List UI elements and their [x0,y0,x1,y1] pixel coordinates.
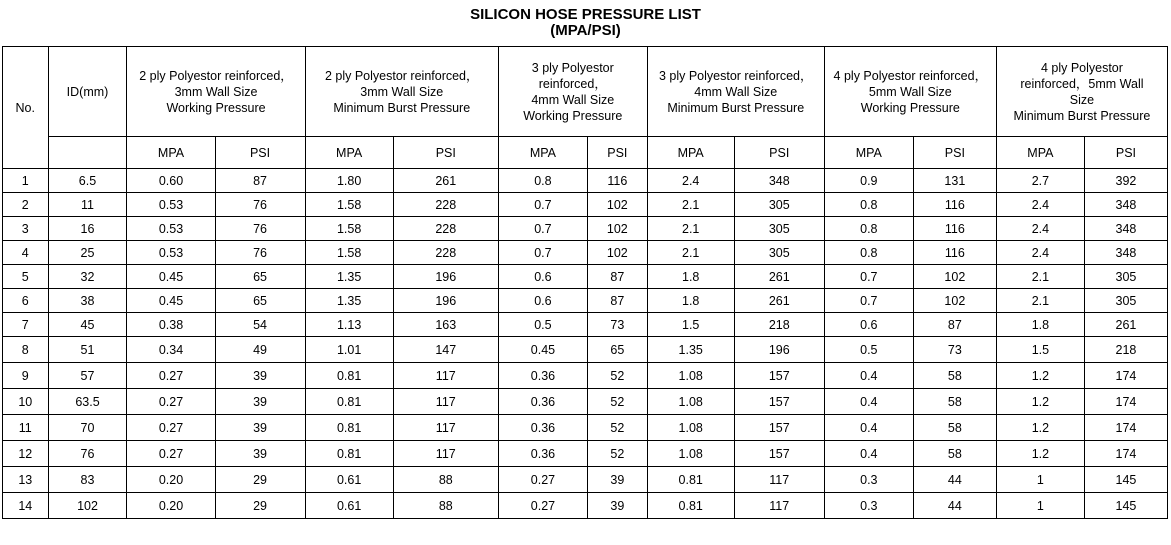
pressure-table [2,46,1168,519]
value-cell: 1.08 [647,363,734,389]
value-cell: 88 [393,493,498,519]
value-cell: 65 [215,289,305,313]
value-cell: 1.80 [305,169,393,193]
table-row [3,441,1168,467]
value-cell: 0.5 [824,337,913,363]
value-cell: 39 [215,363,305,389]
header-unit: MPA [647,137,734,169]
value-cell: 1.35 [305,265,393,289]
value-cell: 0.7 [498,241,587,265]
value-cell: 116 [913,241,996,265]
row-number-cell: 3 [3,217,49,241]
value-cell: 117 [393,415,498,441]
value-cell: 65 [215,265,305,289]
header-id: ID(mm) [48,47,127,137]
value-cell: 0.27 [498,493,587,519]
header-unit: MPA [996,137,1084,169]
value-cell: 305 [734,241,824,265]
value-cell: 29 [215,467,305,493]
value-cell: 0.4 [824,415,913,441]
value-cell: 1.35 [305,289,393,313]
header-unit: PSI [913,137,996,169]
value-cell: 228 [393,241,498,265]
id-cell: 63.5 [48,389,127,415]
id-cell: 25 [48,241,127,265]
value-cell: 0.8 [824,217,913,241]
value-cell: 102 [913,289,996,313]
header-no: No. [3,47,49,169]
value-cell: 305 [1084,265,1167,289]
value-cell: 0.3 [824,493,913,519]
value-cell: 0.60 [127,169,215,193]
value-cell: 174 [1084,441,1167,467]
value-cell: 0.81 [305,415,393,441]
value-cell: 39 [215,441,305,467]
value-cell: 0.81 [647,493,734,519]
value-cell: 1.58 [305,217,393,241]
value-cell: 0.4 [824,389,913,415]
header-unit: PSI [734,137,824,169]
value-cell: 117 [393,441,498,467]
table-row [3,337,1168,363]
row-number-cell: 4 [3,241,49,265]
header-id-unit-blank [48,137,127,169]
value-cell: 1.08 [647,415,734,441]
value-cell: 44 [913,493,996,519]
value-cell: 0.20 [127,493,215,519]
value-cell: 0.27 [127,415,215,441]
value-cell: 1.2 [996,441,1084,467]
id-cell: 76 [48,441,127,467]
value-cell: 0.61 [305,467,393,493]
value-cell: 145 [1084,493,1167,519]
value-cell: 0.53 [127,193,215,217]
value-cell: 305 [734,193,824,217]
id-cell: 83 [48,467,127,493]
value-cell: 0.36 [498,415,587,441]
value-cell: 0.4 [824,363,913,389]
value-cell: 73 [587,313,647,337]
table-row [3,289,1168,313]
header-group: 3 ply Polyestor reinforced， 4mm Wall Size Minimum Burst Pressure [647,47,824,137]
value-cell: 1.2 [996,389,1084,415]
value-cell: 0.5 [498,313,587,337]
value-cell: 0.81 [305,389,393,415]
value-cell: 39 [587,467,647,493]
value-cell: 54 [215,313,305,337]
value-cell: 1.58 [305,241,393,265]
value-cell: 1.01 [305,337,393,363]
value-cell: 2.4 [647,169,734,193]
value-cell: 147 [393,337,498,363]
page-title: SILICON HOSE PRESSURE LIST [470,6,701,23]
value-cell: 0.36 [498,363,587,389]
id-cell: 6.5 [48,169,127,193]
value-cell: 39 [215,389,305,415]
value-cell: 0.4 [824,441,913,467]
header-unit: PSI [1084,137,1167,169]
value-cell: 2.1 [996,289,1084,313]
row-number-cell: 14 [3,493,49,519]
value-cell: 39 [587,493,647,519]
value-cell: 44 [913,467,996,493]
header-group: 4 ply Polyestor reinforced， 5mm Wall Size Working Pressure [824,47,996,137]
row-number-cell: 7 [3,313,49,337]
table-body [3,169,1168,519]
value-cell: 145 [1084,467,1167,493]
value-cell: 0.45 [127,289,215,313]
value-cell: 52 [587,389,647,415]
value-cell: 0.53 [127,217,215,241]
header-group: 4 ply Polyestor reinforced，5mm Wall Size Minimum Burst Pressure [996,47,1167,137]
value-cell: 0.45 [498,337,587,363]
value-cell: 196 [734,337,824,363]
value-cell: 117 [393,389,498,415]
value-cell: 348 [1084,217,1167,241]
value-cell: 39 [215,415,305,441]
value-cell: 0.9 [824,169,913,193]
table-row [3,363,1168,389]
value-cell: 0.6 [498,289,587,313]
value-cell: 76 [215,241,305,265]
value-cell: 0.6 [498,265,587,289]
value-cell: 305 [734,217,824,241]
id-cell: 51 [48,337,127,363]
value-cell: 1.13 [305,313,393,337]
value-cell: 58 [913,441,996,467]
header-group: 2 ply Polyestor reinforced， 3mm Wall Size Working Pressure [127,47,305,137]
table-row [3,193,1168,217]
row-number-cell: 11 [3,415,49,441]
value-cell: 0.7 [824,289,913,313]
value-cell: 2.4 [996,241,1084,265]
value-cell: 0.81 [305,441,393,467]
id-cell: 16 [48,217,127,241]
table-row [3,467,1168,493]
value-cell: 87 [215,169,305,193]
value-cell: 2.1 [647,217,734,241]
value-cell: 87 [587,265,647,289]
value-cell: 163 [393,313,498,337]
table-row [3,169,1168,193]
value-cell: 228 [393,193,498,217]
header-group: 3 ply Polyestor reinforced， 4mm Wall Size Working Pressure [498,47,647,137]
row-number-cell: 8 [3,337,49,363]
value-cell: 65 [587,337,647,363]
value-cell: 0.7 [498,193,587,217]
id-cell: 11 [48,193,127,217]
value-cell: 0.36 [498,389,587,415]
value-cell: 0.53 [127,241,215,265]
value-cell: 0.61 [305,493,393,519]
value-cell: 0.27 [127,441,215,467]
header-row-groups [3,47,1168,137]
value-cell: 0.81 [305,363,393,389]
value-cell: 52 [587,441,647,467]
row-number-cell: 9 [3,363,49,389]
value-cell: 102 [587,193,647,217]
value-cell: 0.7 [824,265,913,289]
row-number-cell: 6 [3,289,49,313]
header-unit: PSI [393,137,498,169]
value-cell: 261 [734,289,824,313]
value-cell: 2.1 [647,241,734,265]
value-cell: 117 [393,363,498,389]
value-cell: 0.3 [824,467,913,493]
value-cell: 2.7 [996,169,1084,193]
value-cell: 157 [734,415,824,441]
value-cell: 73 [913,337,996,363]
value-cell: 116 [913,217,996,241]
value-cell: 0.45 [127,265,215,289]
value-cell: 2.4 [996,217,1084,241]
value-cell: 1 [996,467,1084,493]
value-cell: 76 [215,217,305,241]
value-cell: 1.35 [647,337,734,363]
value-cell: 1 [996,493,1084,519]
value-cell: 392 [1084,169,1167,193]
value-cell: 49 [215,337,305,363]
table-row [3,389,1168,415]
value-cell: 174 [1084,389,1167,415]
value-cell: 1.8 [996,313,1084,337]
value-cell: 58 [913,389,996,415]
value-cell: 0.27 [127,389,215,415]
value-cell: 305 [1084,289,1167,313]
table-row [3,415,1168,441]
value-cell: 117 [734,467,824,493]
value-cell: 157 [734,441,824,467]
row-number-cell: 1 [3,169,49,193]
value-cell: 0.20 [127,467,215,493]
value-cell: 2.4 [996,193,1084,217]
value-cell: 58 [913,415,996,441]
value-cell: 0.34 [127,337,215,363]
table-row [3,493,1168,519]
value-cell: 0.27 [127,363,215,389]
value-cell: 116 [587,169,647,193]
value-cell: 174 [1084,415,1167,441]
value-cell: 29 [215,493,305,519]
id-cell: 45 [48,313,127,337]
row-number-cell: 10 [3,389,49,415]
value-cell: 2.1 [647,193,734,217]
header-group: 2 ply Polyestor reinforced， 3mm Wall Size Minimum Burst Pressure [305,47,498,137]
value-cell: 0.81 [647,467,734,493]
value-cell: 0.8 [824,193,913,217]
table-row [3,313,1168,337]
value-cell: 196 [393,289,498,313]
value-cell: 157 [734,389,824,415]
value-cell: 1.2 [996,363,1084,389]
table-row [3,217,1168,241]
value-cell: 1.8 [647,265,734,289]
value-cell: 348 [1084,193,1167,217]
value-cell: 1.08 [647,441,734,467]
id-cell: 32 [48,265,127,289]
value-cell: 88 [393,467,498,493]
value-cell: 131 [913,169,996,193]
table-row [3,241,1168,265]
value-cell: 0.7 [498,217,587,241]
row-number-cell: 5 [3,265,49,289]
id-cell: 38 [48,289,127,313]
value-cell: 102 [587,217,647,241]
row-number-cell: 2 [3,193,49,217]
header-row-units [3,137,1168,169]
value-cell: 218 [734,313,824,337]
value-cell: 0.36 [498,441,587,467]
header-unit: MPA [305,137,393,169]
value-cell: 0.8 [824,241,913,265]
value-cell: 52 [587,363,647,389]
value-cell: 76 [215,193,305,217]
table-row [3,265,1168,289]
value-cell: 228 [393,217,498,241]
value-cell: 348 [734,169,824,193]
value-cell: 87 [913,313,996,337]
value-cell: 1.58 [305,193,393,217]
page-subtitle: (MPA/PSI) [550,22,621,39]
value-cell: 261 [393,169,498,193]
value-cell: 196 [393,265,498,289]
value-cell: 1.5 [996,337,1084,363]
header-unit: MPA [127,137,215,169]
value-cell: 157 [734,363,824,389]
value-cell: 348 [1084,241,1167,265]
value-cell: 52 [587,415,647,441]
value-cell: 261 [734,265,824,289]
value-cell: 1.08 [647,389,734,415]
value-cell: 0.6 [824,313,913,337]
id-cell: 102 [48,493,127,519]
value-cell: 2.1 [996,265,1084,289]
value-cell: 87 [587,289,647,313]
header-unit: PSI [215,137,305,169]
value-cell: 58 [913,363,996,389]
value-cell: 1.8 [647,289,734,313]
value-cell: 117 [734,493,824,519]
id-cell: 70 [48,415,127,441]
value-cell: 1.2 [996,415,1084,441]
value-cell: 102 [587,241,647,265]
header-unit: MPA [498,137,587,169]
header-unit: PSI [587,137,647,169]
value-cell: 0.27 [498,467,587,493]
value-cell: 1.5 [647,313,734,337]
row-number-cell: 12 [3,441,49,467]
header-unit: MPA [824,137,913,169]
value-cell: 0.38 [127,313,215,337]
value-cell: 102 [913,265,996,289]
value-cell: 261 [1084,313,1167,337]
id-cell: 57 [48,363,127,389]
row-number-cell: 13 [3,467,49,493]
value-cell: 0.8 [498,169,587,193]
value-cell: 116 [913,193,996,217]
value-cell: 218 [1084,337,1167,363]
value-cell: 174 [1084,363,1167,389]
